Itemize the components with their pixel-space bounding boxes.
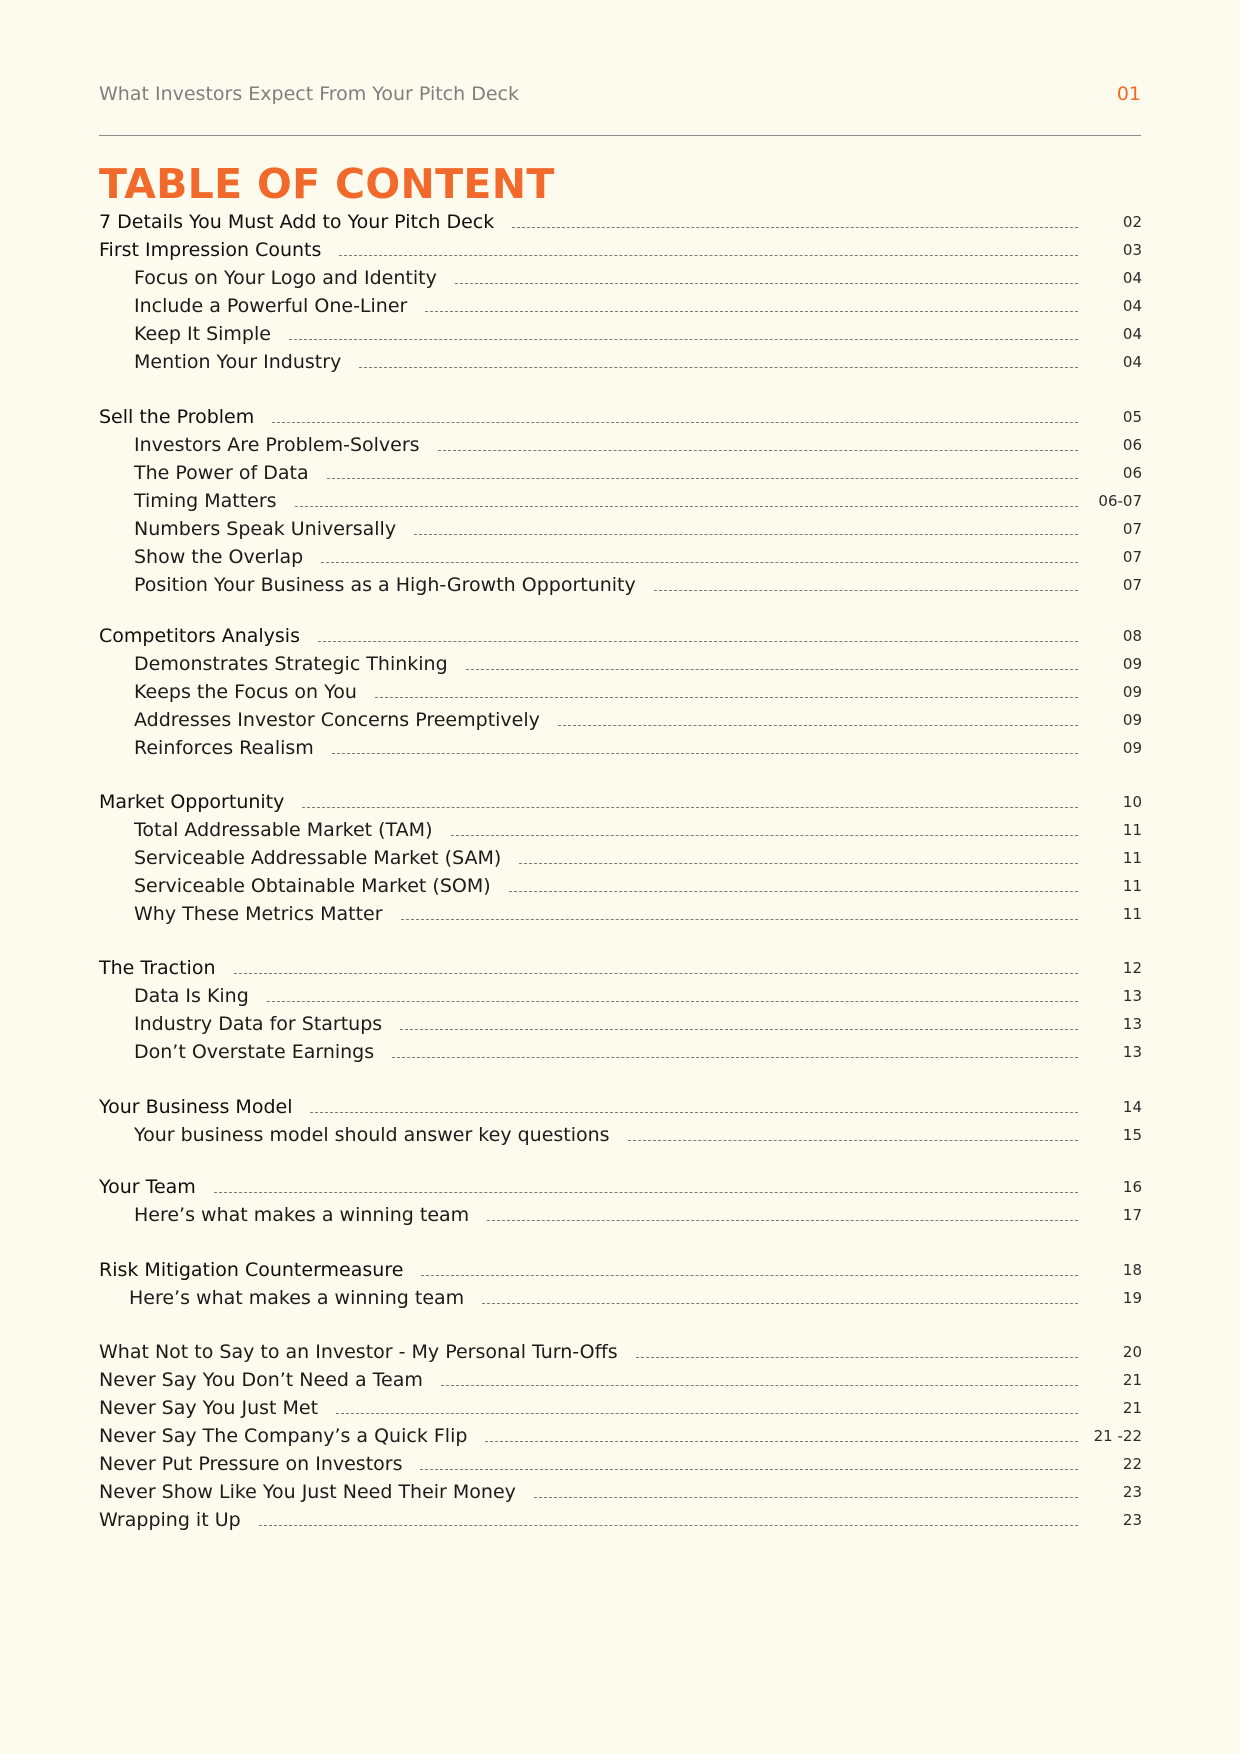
toc-subentry[interactable]: [99, 349, 1142, 375]
toc-entry-page: 04: [1122, 353, 1142, 371]
dotted-leader: [234, 973, 1079, 974]
toc-entry-page: 10: [1122, 793, 1142, 811]
toc-entry-label: Here’s what makes a winning team: [134, 1204, 470, 1226]
toc-entry-page: 13: [1122, 1015, 1142, 1033]
page-number: 01: [1116, 83, 1141, 105]
toc-subentry[interactable]: [99, 516, 1142, 542]
toc-entry[interactable]: [99, 237, 1142, 263]
toc-entry[interactable]: [99, 1423, 1142, 1449]
toc-entry-page: 21: [1122, 1371, 1142, 1389]
toc-entry-page: 12: [1122, 959, 1142, 977]
toc-entry-label: Reinforces Realism: [134, 737, 314, 759]
toc-entry[interactable]: [99, 1451, 1142, 1477]
toc-entry-page: 17: [1122, 1206, 1142, 1224]
dotted-leader: [482, 1303, 1078, 1304]
toc-entry-page: 09: [1122, 655, 1142, 673]
toc-entry-label: The Power of Data: [134, 462, 309, 484]
toc-entry-page: 21 -22: [1093, 1427, 1142, 1445]
toc-subentry[interactable]: [99, 901, 1142, 927]
dotted-leader: [401, 919, 1078, 920]
toc-entry-page: 04: [1122, 297, 1142, 315]
toc-entry[interactable]: [99, 1507, 1142, 1533]
dotted-leader: [441, 1385, 1078, 1386]
toc-entry-page: 09: [1122, 711, 1142, 729]
dotted-leader: [375, 697, 1078, 698]
dotted-leader: [310, 1112, 1078, 1113]
toc-entry-page: 19: [1122, 1289, 1142, 1307]
header-divider: [99, 135, 1141, 136]
toc-entry-label: Risk Mitigation Countermeasure: [99, 1259, 404, 1281]
toc-subentry[interactable]: [99, 679, 1142, 705]
toc-entry[interactable]: [99, 1339, 1142, 1365]
toc-entry-label: Your business model should answer key questions: [134, 1124, 610, 1146]
toc-entry-page: 18: [1122, 1261, 1142, 1279]
toc-entry-label: Never Put Pressure on Investors: [99, 1453, 403, 1475]
dotted-leader: [400, 1029, 1078, 1030]
toc-entry-page: 23: [1122, 1511, 1142, 1529]
toc-entry-page: 16: [1122, 1178, 1142, 1196]
toc-entry-label: Show the Overlap: [134, 546, 304, 568]
toc-entry-label: Never Say You Don’t Need a Team: [99, 1369, 423, 1391]
toc-subentry[interactable]: [99, 735, 1142, 761]
page-header: [99, 83, 1141, 105]
dotted-leader: [214, 1192, 1078, 1193]
toc-entry-label: Include a Powerful One-Liner: [134, 295, 408, 317]
toc-entry-page: 11: [1122, 849, 1142, 867]
toc-subentry[interactable]: [99, 460, 1142, 486]
toc-subentry[interactable]: [99, 651, 1142, 677]
toc-entry-page: 13: [1122, 987, 1142, 1005]
toc-entry-page: 21: [1122, 1399, 1142, 1417]
toc-subentry[interactable]: [99, 1011, 1142, 1037]
toc-subentry[interactable]: [99, 572, 1142, 598]
toc-entry-label: Don’t Overstate Earnings: [134, 1041, 375, 1063]
toc-entry-page: 03: [1122, 241, 1142, 259]
toc-entry-page: 11: [1122, 877, 1142, 895]
toc-entry-page: 07: [1122, 520, 1142, 538]
toc-entry[interactable]: [99, 1479, 1142, 1505]
toc-entry-label: Wrapping it Up: [99, 1509, 241, 1531]
toc-entry[interactable]: [99, 404, 1142, 430]
toc-entry-page: 11: [1122, 821, 1142, 839]
toc-entry-label: Sell the Problem: [99, 406, 255, 428]
dotted-leader: [272, 422, 1078, 423]
dotted-leader: [425, 311, 1078, 312]
toc-entry-label: What Not to Say to an Investor - My Personal Turn-Offs: [99, 1341, 618, 1363]
toc-entry[interactable]: [99, 623, 1142, 649]
toc-subentry[interactable]: [99, 1202, 1142, 1228]
toc-entry-label: Never Say The Company’s a Quick Flip: [99, 1425, 468, 1447]
toc-entry-label: Investors Are Problem-Solvers: [134, 434, 420, 456]
toc-entry-page: 22: [1122, 1455, 1142, 1473]
toc-entry[interactable]: [99, 1174, 1142, 1200]
dotted-leader: [455, 283, 1078, 284]
toc-entry-label: Addresses Investor Concerns Preemptively: [134, 709, 540, 731]
toc-subentry[interactable]: [99, 321, 1142, 347]
toc-subentry[interactable]: [99, 845, 1142, 871]
toc-entry-page: 08: [1122, 627, 1142, 645]
toc-entry-page: 04: [1122, 325, 1142, 343]
dotted-leader: [654, 590, 1078, 591]
dotted-leader: [327, 478, 1078, 479]
toc-entry[interactable]: [99, 1395, 1142, 1421]
toc-entry-label: Position Your Business as a High-Growth Opportunity: [134, 574, 636, 596]
toc-entry[interactable]: [99, 1094, 1142, 1120]
dotted-leader: [321, 562, 1078, 563]
toc-entry-page: 13: [1122, 1043, 1142, 1061]
toc-entry-label: Serviceable Obtainable Market (SOM): [134, 875, 491, 897]
toc-entry-page: 20: [1122, 1343, 1142, 1361]
toc-entry-label: 7 Details You Must Add to Your Pitch Deck: [99, 211, 495, 233]
dotted-leader: [451, 835, 1079, 836]
toc-entry[interactable]: [99, 209, 1142, 235]
dotted-leader: [512, 227, 1078, 228]
toc-entry-label: Data Is King: [134, 985, 249, 1007]
toc-entry[interactable]: [99, 955, 1142, 981]
toc-entry[interactable]: [99, 1257, 1142, 1283]
dotted-leader: [392, 1057, 1078, 1058]
toc-entry-label: Timing Matters: [134, 490, 277, 512]
toc-entry-page: 14: [1122, 1098, 1142, 1116]
toc-entry[interactable]: [99, 1367, 1142, 1393]
toc-entry-page: 07: [1122, 576, 1142, 594]
dotted-leader: [534, 1497, 1078, 1498]
dotted-leader: [259, 1525, 1078, 1526]
dotted-leader: [295, 506, 1078, 507]
dotted-leader: [558, 725, 1078, 726]
dotted-leader: [332, 753, 1078, 754]
toc-entry-label: Serviceable Addressable Market (SAM): [134, 847, 502, 869]
dotted-leader: [414, 534, 1078, 535]
dotted-leader: [339, 255, 1078, 256]
toc-entry[interactable]: [99, 789, 1142, 815]
toc-subentry[interactable]: [99, 707, 1142, 733]
toc-subentry[interactable]: [99, 265, 1142, 291]
toc-entry-label: Keeps the Focus on You: [134, 681, 357, 703]
toc-entry-label: Numbers Speak Universally: [134, 518, 397, 540]
toc-subentry[interactable]: [99, 293, 1142, 319]
dotted-leader: [420, 1469, 1078, 1470]
toc-entry-page: 09: [1122, 739, 1142, 757]
toc-entry-label: Market Opportunity: [99, 791, 285, 813]
toc-subentry[interactable]: [99, 817, 1142, 843]
dotted-leader: [519, 863, 1078, 864]
dotted-leader: [289, 339, 1078, 340]
toc-entry-page: 06-07: [1098, 492, 1142, 510]
toc-entry-label: Keep It Simple: [134, 323, 271, 345]
toc-entry-label: Focus on Your Logo and Identity: [134, 267, 437, 289]
toc-entry-label: Industry Data for Startups: [134, 1013, 383, 1035]
toc-entry-label: Never Show Like You Just Need Their Money: [99, 1481, 516, 1503]
toc-entry-label: Never Say You Just Met: [99, 1397, 319, 1419]
toc-subentry[interactable]: [99, 1122, 1142, 1148]
toc-entry-label: Total Addressable Market (TAM): [134, 819, 433, 841]
dotted-leader: [359, 367, 1078, 368]
toc-subentry[interactable]: [99, 1039, 1142, 1065]
dotted-leader: [509, 891, 1078, 892]
dotted-leader: [336, 1413, 1078, 1414]
toc-subentry[interactable]: [99, 432, 1142, 458]
dotted-leader: [302, 807, 1078, 808]
toc-subentry[interactable]: [99, 983, 1142, 1009]
toc-entry-page: 05: [1122, 408, 1142, 426]
toc-entry-page: 07: [1122, 548, 1142, 566]
document-title: What Investors Expect From Your Pitch Deck: [99, 83, 519, 105]
toc-entry-page: 15: [1122, 1126, 1142, 1144]
toc-entry-label: Competitors Analysis: [99, 625, 300, 647]
dotted-leader: [636, 1357, 1078, 1358]
toc-subentry[interactable]: [99, 873, 1142, 899]
toc-entry-label: Your Team: [99, 1176, 196, 1198]
toc-entry-page: 02: [1122, 213, 1142, 231]
dotted-leader: [466, 669, 1078, 670]
toc-entry-label: First Impression Counts: [99, 239, 322, 261]
toc-entry-page: 23: [1122, 1483, 1142, 1501]
dotted-leader: [438, 450, 1078, 451]
toc-entry-label: Mention Your Industry: [134, 351, 342, 373]
toc-entry-page: 06: [1122, 436, 1142, 454]
toc-entry-label: Demonstrates Strategic Thinking: [134, 653, 448, 675]
toc-subentry[interactable]: [99, 1285, 1142, 1311]
toc-entry-label: Why These Metrics Matter: [134, 903, 383, 925]
toc-entry-page: 11: [1122, 905, 1142, 923]
toc-heading: TABLE OF CONTENT: [99, 160, 555, 208]
toc-subentry[interactable]: [99, 544, 1142, 570]
dotted-leader: [421, 1275, 1078, 1276]
toc-entry-label: Your Business Model: [99, 1096, 293, 1118]
dotted-leader: [485, 1441, 1078, 1442]
dotted-leader: [487, 1220, 1078, 1221]
toc-entry-page: 04: [1122, 269, 1142, 287]
toc-entry-label: Here’s what makes a winning team: [129, 1287, 465, 1309]
toc-entry-page: 09: [1122, 683, 1142, 701]
dotted-leader: [628, 1140, 1078, 1141]
toc-entry-page: 06: [1122, 464, 1142, 482]
dotted-leader: [318, 641, 1078, 642]
toc-entry-label: The Traction: [99, 957, 216, 979]
toc-subentry[interactable]: [99, 488, 1142, 514]
dotted-leader: [267, 1001, 1078, 1002]
